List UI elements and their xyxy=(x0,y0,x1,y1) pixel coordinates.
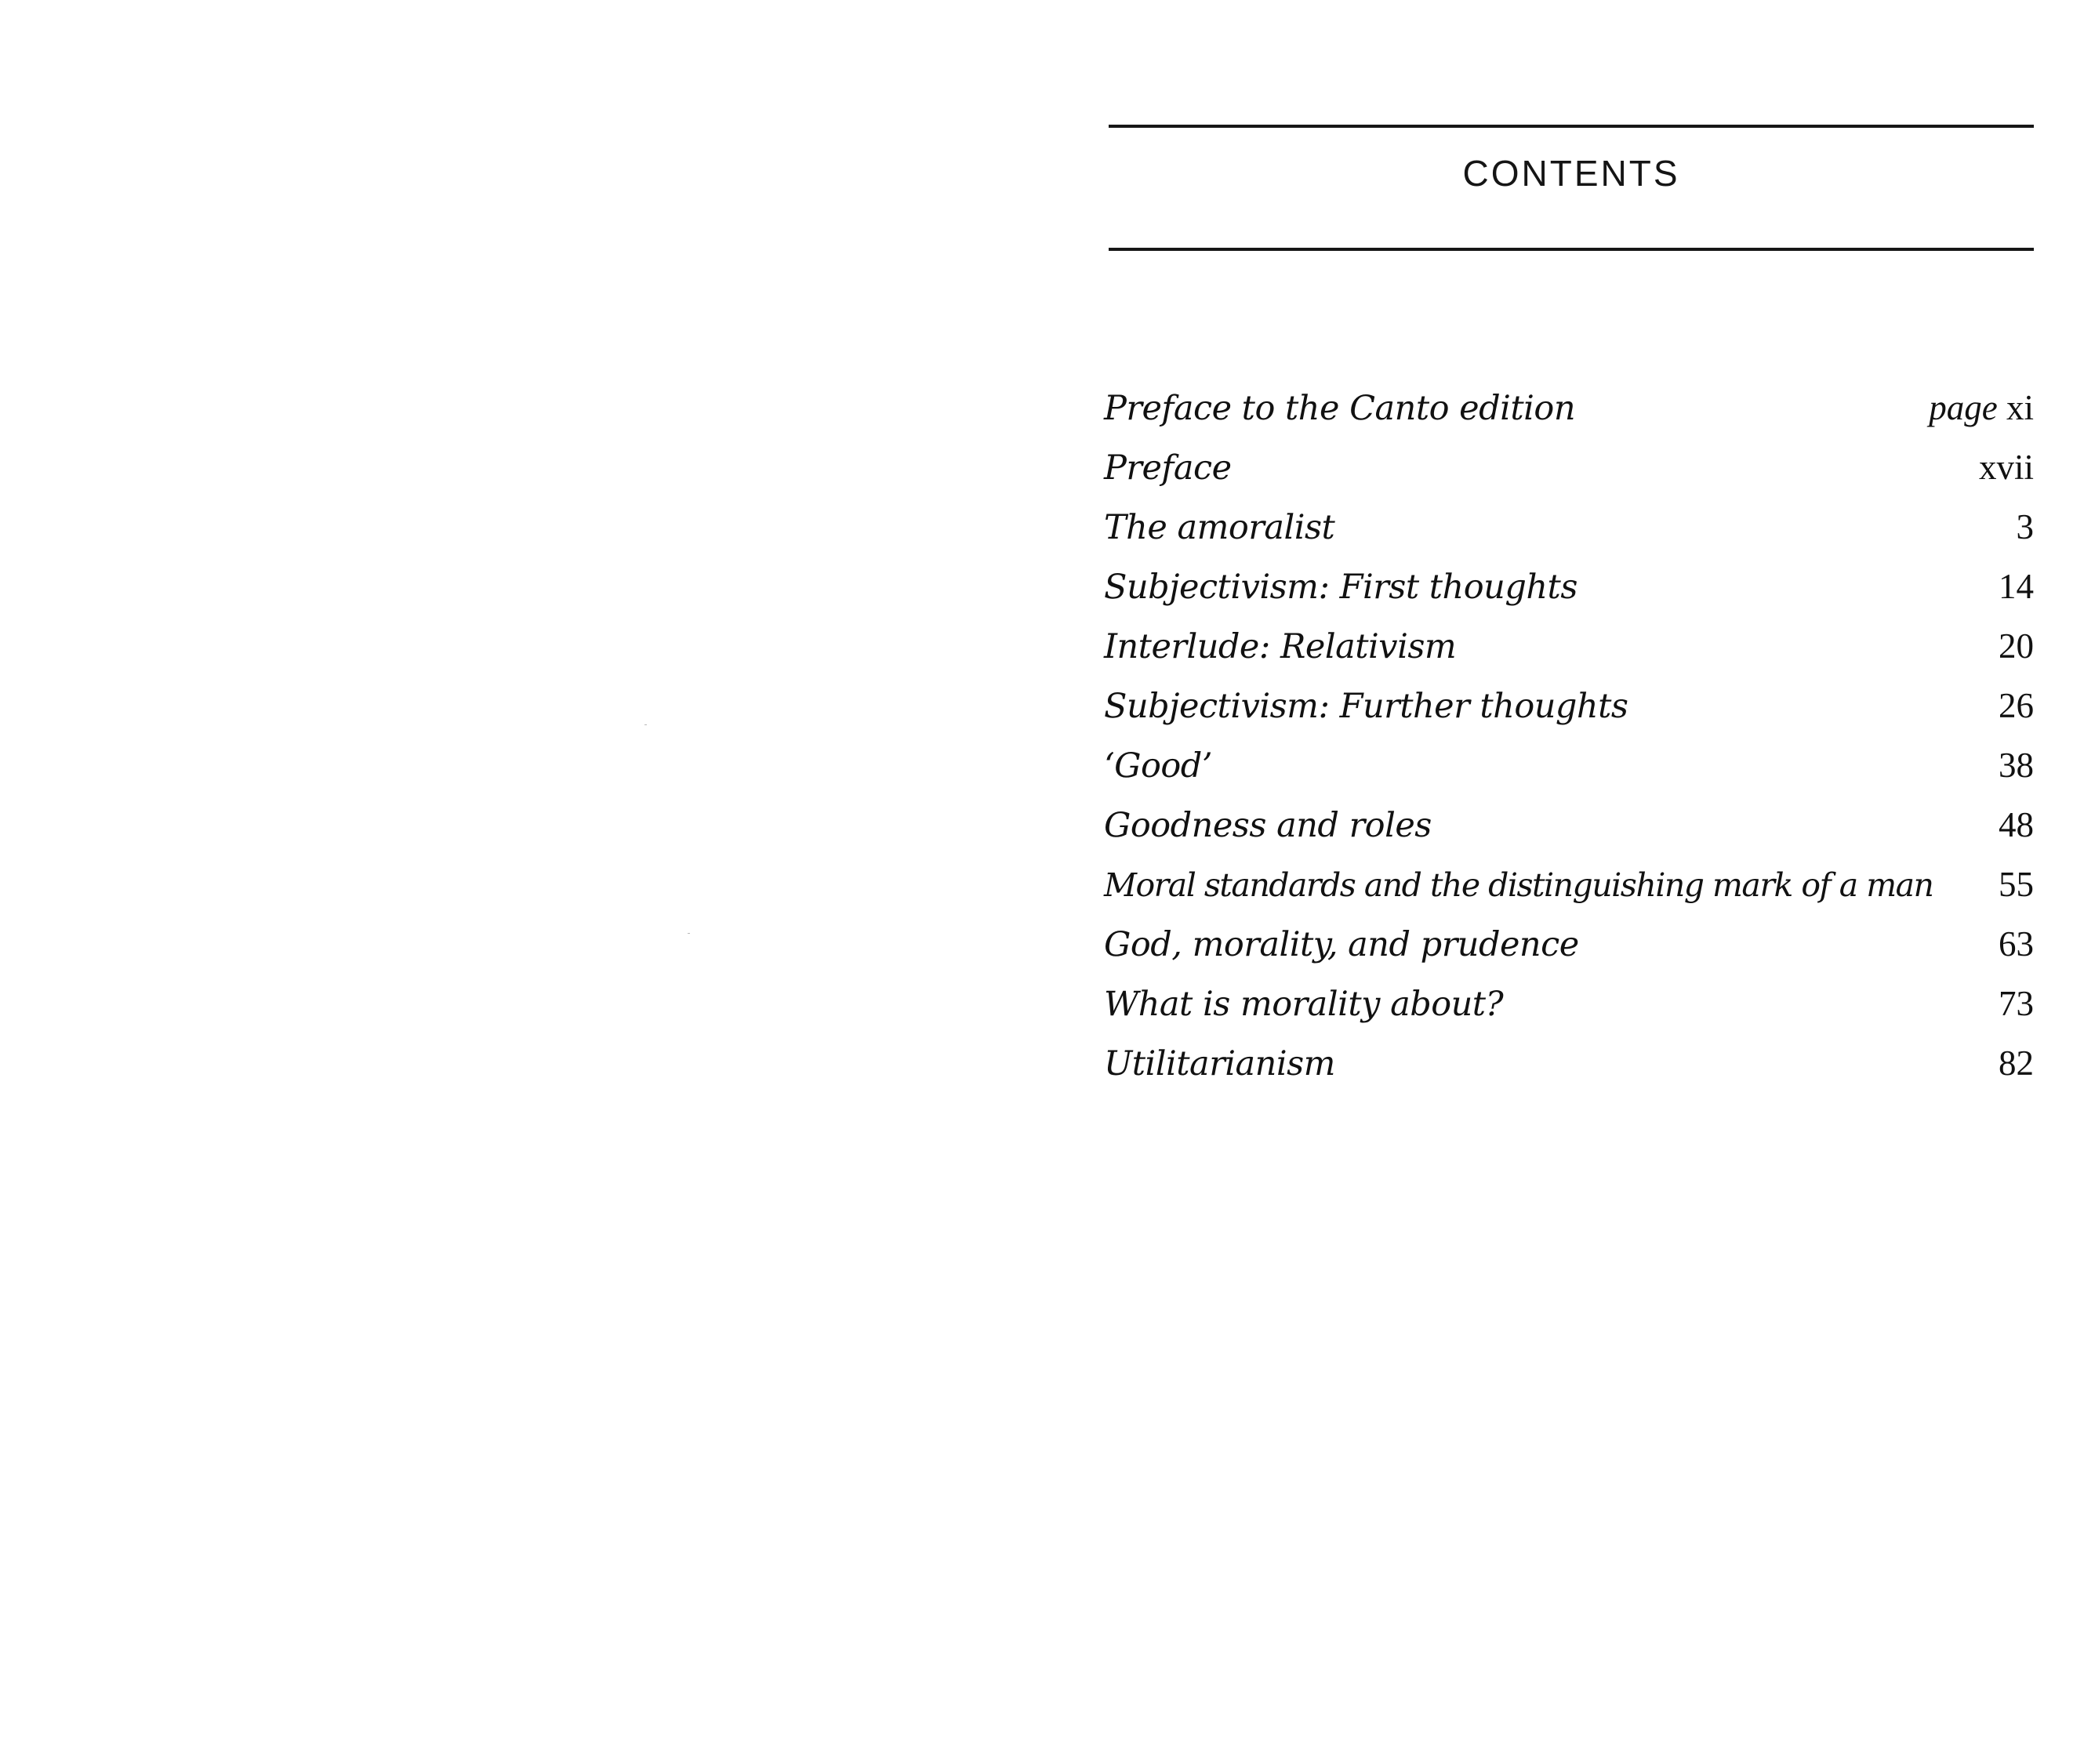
toc-entry-page xyxy=(1921,387,2034,428)
toc-entry xyxy=(1104,804,2034,864)
toc-entry-title: Subjectivism: First thoughts xyxy=(1104,568,1578,607)
toc-entry-page: 14 xyxy=(1999,567,2034,606)
toc-entry-title: Utilitarianism xyxy=(1104,1044,1335,1083)
toc-entry xyxy=(1104,983,2034,1043)
page-prefix: page xyxy=(1929,388,1998,427)
toc-entry-page: 55 xyxy=(1999,865,2034,904)
toc-entry-title: Interlude: Relativism xyxy=(1104,627,1457,666)
toc-entry xyxy=(1104,566,2034,626)
toc-entry-title: The amoralist xyxy=(1104,508,1335,547)
toc-entry-page: 26 xyxy=(1999,686,2034,725)
toc-entry-page: 82 xyxy=(1999,1044,2034,1083)
toc-entry-page: 20 xyxy=(1999,626,2034,666)
toc-entry-page: xvii xyxy=(1978,448,2034,487)
toc-entry xyxy=(1104,387,2034,447)
toc-entry xyxy=(1104,506,2034,566)
toc-entry-title: ‘Good’ xyxy=(1104,746,1212,786)
toc-entry-title: Moral standards and the distinguishing mark of a man xyxy=(1104,866,1933,904)
toc-entry xyxy=(1104,924,2034,983)
toc-entry xyxy=(1104,685,2034,745)
toc-entry-page: 38 xyxy=(1999,746,2034,785)
contents-heading: CONTENTS xyxy=(1462,153,1680,194)
toc-entry xyxy=(1104,1043,2034,1102)
scan-speck xyxy=(644,724,647,725)
toc-entry-page: 73 xyxy=(1999,984,2034,1023)
toc-entry-title: Preface to the Canto edition xyxy=(1104,389,1576,428)
toc-entry-title: Goodness and roles xyxy=(1104,806,1432,845)
bottom-rule xyxy=(1109,248,2034,251)
toc-entry xyxy=(1104,745,2034,804)
toc-entry-title: God, morality, and prudence xyxy=(1104,925,1579,964)
table-of-contents xyxy=(1104,387,2034,1102)
toc-entry-title: Preface xyxy=(1104,448,1232,488)
toc-entry xyxy=(1104,447,2034,506)
scan-speck xyxy=(688,933,690,934)
toc-entry-title: Subjectivism: Further thoughts xyxy=(1104,687,1628,726)
toc-entry-page: 63 xyxy=(1999,924,2034,964)
toc-entry-title: What is morality about? xyxy=(1104,985,1504,1024)
toc-entry-page: 48 xyxy=(1999,805,2034,844)
toc-entry xyxy=(1104,626,2034,685)
toc-entry xyxy=(1104,864,2034,924)
toc-entry-page: 3 xyxy=(2016,507,2034,546)
page-number: xi xyxy=(2006,388,2034,427)
top-rule xyxy=(1109,125,2034,128)
